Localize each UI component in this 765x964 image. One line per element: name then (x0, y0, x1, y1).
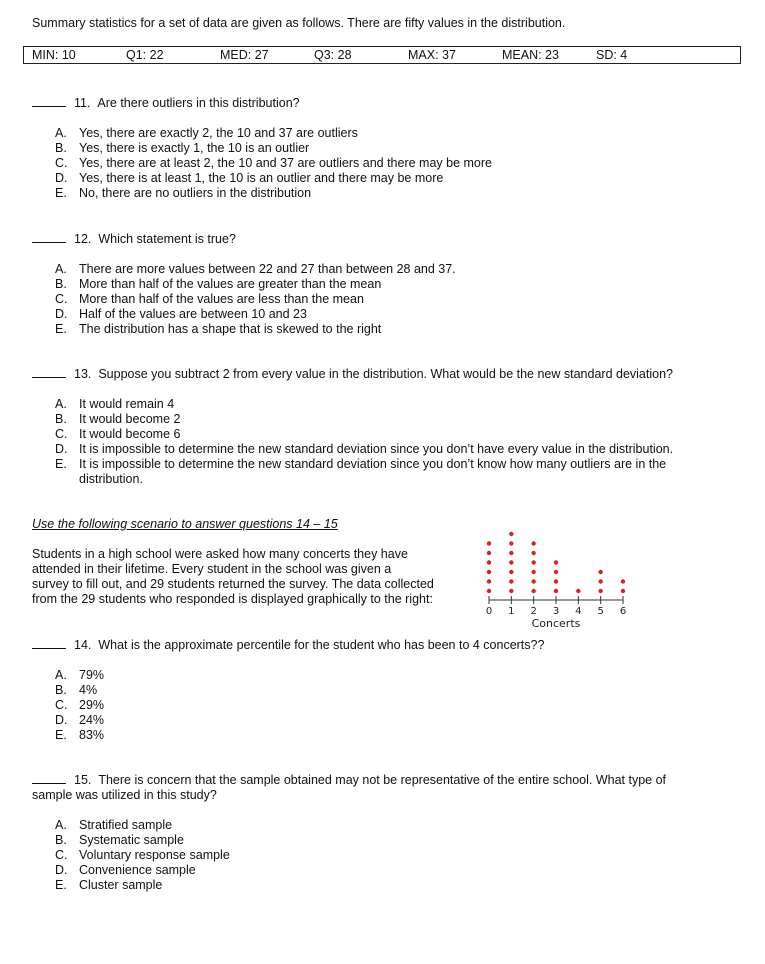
x-tick-label: 3 (552, 606, 560, 617)
stat-mean: MEAN: 23 (502, 48, 559, 62)
data-dot (598, 579, 602, 583)
data-dot (554, 570, 558, 574)
option-continuation: distribution. (79, 472, 143, 486)
question-text: Are there outliers in this distribution? (97, 96, 300, 110)
scenario-title: Use the following scenario to answer questions 14 – 15 (32, 517, 338, 531)
data-dot (621, 579, 625, 583)
stat-median: MED: 27 (220, 48, 269, 62)
data-dot (509, 570, 513, 574)
data-dot (554, 589, 558, 593)
data-dot (509, 589, 513, 593)
data-dot (487, 551, 491, 555)
x-tick-label: 1 (508, 606, 515, 617)
stat-sd: SD: 4 (596, 48, 628, 62)
data-dot (531, 570, 535, 574)
question-number: 13. (74, 367, 92, 381)
data-dot (531, 589, 535, 593)
data-dot (509, 532, 513, 536)
data-dot (509, 541, 513, 545)
data-dot (531, 551, 535, 555)
x-tick-label: 5 (597, 606, 604, 617)
intro-text: Summary statistics for a set of data are given as follows. There are fifty values in the distribution. (32, 16, 566, 30)
question-number: 14. (74, 638, 92, 652)
data-dot (554, 579, 558, 583)
question-number: 11. (74, 96, 91, 110)
x-tick-label: 0 (485, 606, 493, 617)
data-dot (509, 579, 513, 583)
x-tick-label: 2 (530, 606, 537, 617)
data-dot (487, 589, 491, 593)
answer-blank[interactable] (32, 367, 66, 378)
answer-blank[interactable] (32, 638, 66, 649)
concerts-dotplot (475, 510, 635, 632)
stat-min: MIN: 10 (32, 48, 76, 62)
x-tick-label: 6 (619, 606, 627, 617)
question-text-continuation: sample was utilized in this study? (32, 788, 217, 802)
summary-stats-box (23, 46, 741, 64)
scenario-line: survey to fill out, and 29 students returned the survey. The data collected (32, 577, 434, 591)
data-dot (598, 570, 602, 574)
scenario-line: attended in their lifetime. Every student in the school was given a (32, 562, 392, 576)
question-number: 12. (74, 232, 92, 246)
answer-blank[interactable] (32, 96, 66, 107)
data-dot (576, 589, 580, 593)
stat-max: MAX: 37 (408, 48, 456, 62)
question-text: There is concern that the sample obtained may not be representative of the entire school. What type of (98, 773, 667, 787)
question-12 (32, 232, 236, 246)
data-dot (487, 579, 491, 583)
stat-q1: Q1: 22 (126, 48, 164, 62)
data-dot (509, 560, 513, 564)
scenario-line: from the 29 students who responded is displayed graphically to the right: (32, 592, 433, 606)
data-dot (531, 541, 535, 545)
data-dot (531, 560, 535, 564)
data-dot (487, 560, 491, 564)
question-number: 15. (74, 773, 92, 787)
answer-blank[interactable] (32, 773, 66, 784)
question-text: Suppose you subtract 2 from every value in the distribution. What would be the new standard deviation? (98, 367, 673, 381)
data-dot (487, 541, 491, 545)
scenario-line: Students in a high school were asked how many concerts they have (32, 547, 408, 561)
question-11 (32, 96, 300, 110)
question-15 (32, 773, 666, 787)
data-dot (531, 579, 535, 583)
question-14 (32, 638, 544, 652)
question-13 (32, 367, 673, 381)
question-text: What is the approximate percentile for the student who has been to 4 concerts?? (98, 638, 545, 652)
data-dot (554, 560, 558, 564)
data-dot (598, 589, 602, 593)
stat-q3: Q3: 28 (314, 48, 352, 62)
question-text: Which statement is true? (98, 232, 236, 246)
x-tick-label: 4 (575, 606, 582, 617)
data-dot (509, 551, 513, 555)
answer-blank[interactable] (32, 232, 66, 243)
x-axis-label: Concerts (531, 617, 581, 630)
data-dot (621, 589, 625, 593)
data-dot (487, 570, 491, 574)
